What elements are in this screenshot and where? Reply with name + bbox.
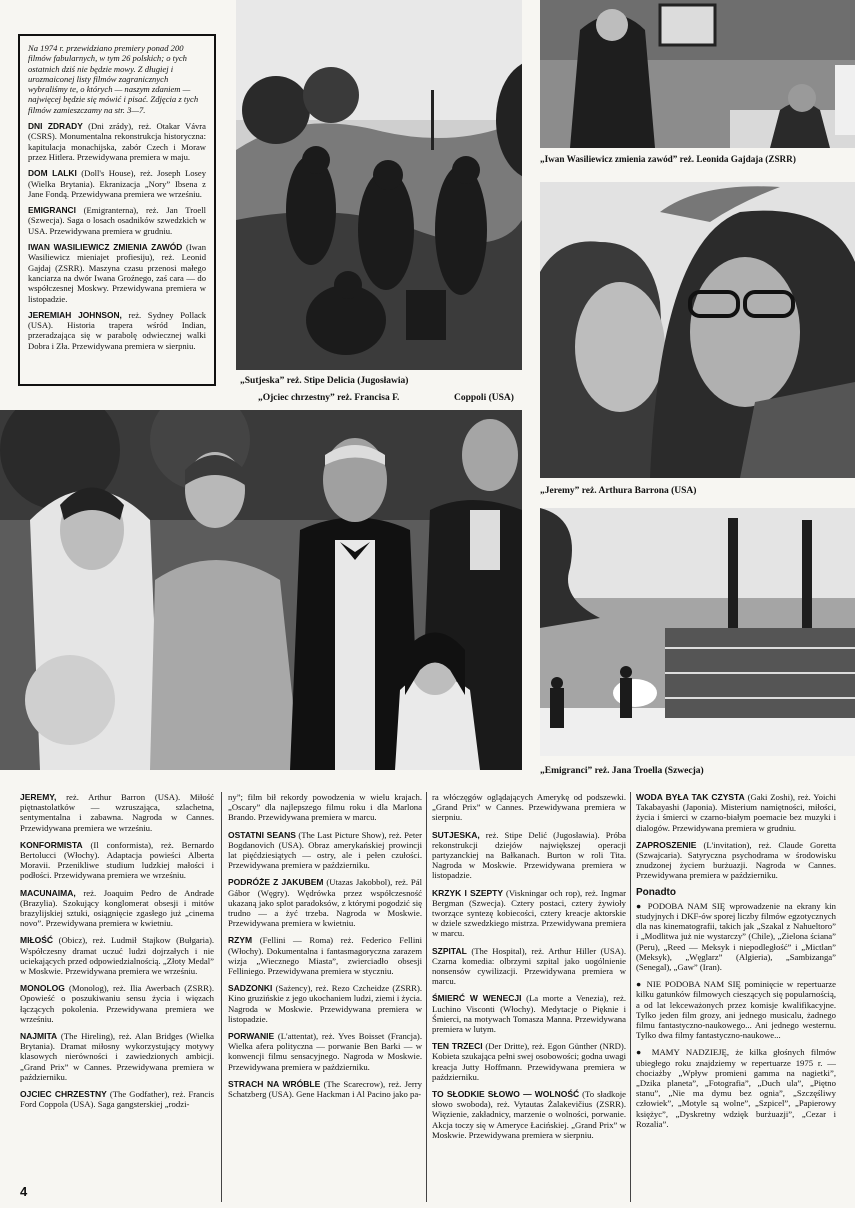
film-text: (Fellini — Roma) reż. Federico Fellini (Włochy). Dokumentalna i fantasmagoryczna zarazem wizja „Wiecznego Miasta”, zwierciadło obsesji Felliniego. Przewidywana premiera w styczniu. [228, 935, 422, 977]
film-entry [20, 840, 214, 881]
film-text: (To sładkoje słowo swoboda), reż. Vytautas Żalakevičius (ZSRR). Więzienie, zakładnicy, marzenie o wolności, porwanie. Akcja toczy się w Ameryce Łacińskiej. „Grand Prix” w Moskwie. Przewidywana premiera w sierpniu. [432, 1089, 626, 1140]
film-entry [20, 983, 214, 1024]
film-text: reż. Arthur Barron (USA). Miłość piętnastolatków — wzruszająca, szlachetna, sentymentalna i zabawna. Nagroda w Cannes. Przewidywana premiera we wrześniu. [20, 792, 214, 833]
column-rule [630, 792, 631, 1202]
film-entry [228, 1031, 422, 1072]
text-column-4 [636, 792, 836, 1202]
film-text: (Dni zrády), reż. Otakar Vávra (CSRS). Monumentalna rekonstrukcja historyczna: kapitulacja monachijska, zabór Czech i Moraw przez Hitlera. Przewidywana premiera w maju. [28, 121, 206, 162]
film-entry [28, 121, 206, 162]
photo-ojciec-chrzestny [0, 410, 522, 770]
text-column-3 [432, 792, 626, 1202]
film-text: (Viskningar och rop), reż. Ingmar Bergman (Szwecja). Cztery postaci, cztery żywioły tworzące syntezę kobiecości, cztery kreacje aktorskie w dziele szwedzkiego mistrza. Przewidywana premiera w marcu. [432, 887, 626, 939]
film-title: DNI ZDRADY [28, 121, 83, 132]
ponadto-item [636, 979, 836, 1040]
film-text: (Der Dritte), reż. Egon Günther (NRD). Kobieta szukająca pełni swej osobowości; godna uwagi kreacja Jutty Hoffmann. Przewidywana premiera w październiku. [432, 1041, 626, 1082]
film-entry [432, 888, 626, 939]
film-text: (Il conformista), reż. Bernardo Bertolucci (Włochy). Adaptacja powieści Alberta Moravii. Przenikliwe studium ludzkiej małości i podłości. Przewidywana premiera we wrześniu. [20, 839, 214, 881]
caption-emigranci: „Emigranci” reż. Jana Troella (Szwecja) [540, 766, 704, 776]
film-entry [20, 1089, 214, 1109]
photo-emigranci [540, 508, 855, 756]
film-entry [228, 792, 422, 823]
film-title: JEREMY, [20, 792, 57, 802]
film-entry [28, 168, 206, 199]
film-title: SZPITAL [432, 945, 467, 956]
film-title: ZAPROSZENIE [636, 839, 697, 850]
page-number: 4 [20, 1184, 28, 1199]
ponadto-text: MAMY NADZIEJĘ, że kilka głośnych filmów ubiegłego roku znajdziemy w repertuarze 1975 r. — chociażby „Wpływ promieni gamma na nagietki”, „Dzika planeta”, „Fotografia”, „Duch ula”, „Piętno stanu”, „Nie ma dymu bez ognia”, „Szczęśliwy człowiek”, „Motyle są wolne”, „Szpicel”, „Papierowy księżyc”, „Dyskretny wdzięk burżuazji”, „Cezar i Rozalia”. [636, 1047, 836, 1129]
film-title: ŚMIERĆ W WENECJI [432, 993, 522, 1004]
film-entry [28, 205, 206, 236]
caption-ojciec-tail: Coppoli (USA) [454, 393, 514, 403]
photo-sutjeska [236, 0, 522, 370]
film-title: OSTATNI SEANS [228, 829, 296, 840]
ponadto-item [636, 901, 836, 972]
film-title: PORWANIE [228, 1031, 275, 1042]
caption-sutjeska: „Sutjeska” reż. Stipe Delicia (Jugosławia) [240, 376, 409, 386]
film-title: DOM LALKI [28, 168, 77, 179]
film-entry [28, 242, 206, 304]
film-entry [432, 993, 626, 1034]
film-title: KONFORMISTA [20, 839, 83, 850]
film-text: (Gaki Zoshi), reż. Yoichi Takabayashi (Japonia). Misterium namiętności, miłości, życia i śmierci w czarno-białym poemacie bez muzyki i dialogów. Przewidywana premiera w grudniu. [636, 792, 836, 833]
film-title: MONOLOG [20, 983, 65, 994]
photo-iwan [540, 0, 855, 148]
column-rule [221, 792, 222, 1202]
film-text: (L'invitation), reż. Claude Goretta (Szwajcaria). Satyryczna psychodrama w środowisku znudzonej życiem burżuazji. Nagroda w Cannes. Przewidywana premiera w październiku. [636, 839, 836, 881]
film-entry [28, 310, 206, 351]
text-column-1 [20, 792, 214, 1202]
bullet-icon: ● [636, 900, 648, 911]
film-text: (Iwan Wasiliewicz mieniajet profiesiju), reż. Leonid Gajdaj (ZSRR). Maszyna czasu przenosi małego kanciarza na dwór Iwana Groźnego, zaś cara — do współczesnej Moskwy. Przewidywana premiera w listopadzie. [28, 242, 206, 304]
film-title: RZYM [228, 935, 253, 946]
caption-jeremy: „Jeremy” reż. Arthura Barrona (USA) [540, 486, 697, 496]
film-entry [636, 840, 836, 881]
film-text: (The Hireling), reż. Alan Bridges (Wielka Brytania). Dramat miłosny wykorzystujący motywy klasowych nierówności i zawiedzionych ambicji. „Grand Prix” w Cannes. Przewidywana premiera w październiku. [20, 1031, 214, 1082]
film-text: (Monolog), reż. Ilia Awerbach (ZSRR). Opowieść o poszukiwaniu sensu życia i więzach łączących pokolenia. Przewidywana premiera we wrześniu. [20, 983, 214, 1024]
ponadto-text: PODOBA NAM SIĘ wprowadzenie na ekrany kin studyjnych i DKF-ów sporej liczby filmów egzotycznych dla nas kinematografii, takich jak „Szakal z Nahueltoro” i „Modlitwa już nie wystarczy” (Chile), „Zielona ściana” (Peru), „Reed — Meksyk i niepodległość” i „Mictlan” (Meksyk), „Węglarz” (Algieria), „Sambizanga” (Senegal), „Gaw” (Iran). [636, 900, 836, 973]
film-entry [228, 877, 422, 928]
bullet-icon: ● [636, 979, 647, 990]
film-text: ny”; film bił rekordy powodzenia w wielu krajach. „Oscary” dla najlepszego filmu roku i dla Marlona Brando. Przewidywana premiera w marcu. [228, 792, 422, 823]
film-text: (Utazas Jakobbol), reż. Pál Gábor (Węgry). Wędrówka przez współczesność ukazaną jako splot paradoksów, z którymi pogodzić się trudno — a żyć trzeba. Nagroda w Moskwie. Przewidywana premiera w kwietniu. [228, 877, 422, 929]
film-title: STRACH NA WRÓBLE [228, 1078, 321, 1089]
film-text: (The Scarecrow), reż. Jerry Schatzberg (USA). Gene Hackman i Al Pacino jako pa- [228, 1078, 422, 1100]
film-title: NAJMITA [20, 1031, 58, 1042]
film-title: SUTJESKA, [432, 829, 480, 840]
film-title: TEN TRZECI [432, 1041, 483, 1052]
intro-note: Na 1974 r. przewidziano premiery ponad 200 filmów fabularnych, w tym 26 polskich; o tych ostatnich dziś nie będzie mowy. Z długiej i urozmaiconej listy filmów zagranicznych wybraliśmy te, o których — naszym zdaniem — najwięcej będzie się mówić i pisać. Zdjęcia z tych filmów zamieszczamy na str. 3—7. [28, 43, 199, 115]
text-column-2 [228, 792, 422, 1202]
film-text: (The Godfather), reż. Francis Ford Coppola (USA). Saga gangsterskiej „rodzi- [20, 1089, 214, 1110]
film-entry [228, 830, 422, 871]
film-text: ra włóczęgów oglądających Amerykę od podszewki. „Grand Prix” w Cannes. Przewidywana premiera w sierpniu. [432, 792, 626, 823]
film-entry [20, 935, 214, 976]
film-text: (Doll's House), reż. Joseph Losey (Wielka Brytania). Ekranizacja „Nory” Ibsena z Jane Fondą. Przewidywana premiera we wrześniu. [28, 168, 206, 199]
intro-box [18, 34, 216, 386]
film-title: TO SŁODKIE SŁOWO — WOLNOŚĆ [432, 1089, 580, 1100]
photo-jeremy [540, 182, 855, 478]
bullet-icon: ● [636, 1047, 652, 1058]
film-entry [636, 792, 836, 833]
film-entry [432, 1089, 626, 1140]
film-entry [20, 1031, 214, 1082]
film-entry [432, 792, 626, 823]
film-entry [20, 888, 214, 929]
film-text: (Sażency), reż. Rezo Czcheidze (ZSRR). Kino gruzińskie z jego ukochaniem ludzi, ziemi i życia. Nagroda w Moskwie. Przewidywana premiera w listopadzie. [228, 983, 422, 1024]
film-title: OJCIEC CHRZESTNY [20, 1089, 107, 1100]
film-entry [432, 1041, 626, 1082]
film-entry [228, 983, 422, 1024]
film-title: MACUNAIMA, [20, 887, 76, 898]
film-title: JEREMIAH JOHNSON, [28, 309, 122, 320]
film-text: (Emigranterna), reż. Jan Troell (Szwecja). Saga o losach osadników szwedzkich w USA. Przewidywana premiera w grudniu. [28, 205, 206, 236]
film-text: (La morte a Venezia), reż. Luchino Visconti (Włochy). Medytacje o Pięknie i Śmierci, na motywach Tomasza Manna. Przewidywana premiera w lutym. [432, 993, 626, 1035]
film-text: (The Last Picture Show), reż. Peter Bogdanovich (USA). Obraz amerykańskiej prowincji lat pięćdziesiątych — ostry, ale i pełen czułości. Przewidywana premiera w październiku. [228, 829, 422, 871]
film-entry [432, 946, 626, 987]
ponadto-heading: Ponadto [636, 886, 676, 898]
film-text: reż. Sydney Pollack (USA). Historia trapera wśród Indian, przeradzająca się w parabolę odwiecznej walki Dobra i Zła. Przewidywana premiera w sierpniu. [28, 309, 207, 351]
film-title: IWAN WASILIEWICZ ZMIENIA ZAWÓD [28, 242, 183, 253]
caption-iwan: „Iwan Wasiliewicz zmienia zawód” reż. Leonida Gajdaja (ZSRR) [540, 154, 796, 164]
film-entry [20, 792, 214, 833]
caption-ojciec: „Ojciec chrzestny” reż. Francisa F. [258, 393, 400, 403]
film-title: PODRÓŻE Z JAKUBEM [228, 877, 324, 888]
film-text: (The Hospital), reż. Arthur Hiller (USA). Czarna komedia: olbrzymi szpital jako uogólnienie nonsensów cywilizacji. Przewidywana premiera w marcu. [432, 945, 626, 987]
film-title: SADZONKI [228, 983, 273, 994]
film-entry [228, 935, 422, 976]
film-text: (L'attentat), reż. Yves Boisset (Francja). Wielka afera polityczna — porwanie Ben Barki — w konwencji filmu sensacyjnego. Nagroda w Moskwie. Przewidywana premiera w październiku. [228, 1031, 422, 1072]
film-text: (Obicz), reż. Ludmił Stajkow (Bułgaria). Współczesny dramat uczuć ludzi dojrzałych i nie uciekających przed odpowiedzialnością. „Złoty Medal” w Moskwie. Przewidywana premiera we wrześniu. [20, 935, 214, 977]
film-text: reż. Stipe Delić (Jugosławia). Próba rekonstrukcji dziejów największej operacji partyzanckiej na Bałkanach. Burton w roli Tita. Nagroda w Moskwie. Przewidywana premiera w listopadzie. [432, 829, 626, 881]
film-entry [228, 1079, 422, 1099]
film-text: reż. Joaquim Pedro de Andrade (Brazylia). Szokujący konglomerat obsesji i mitów brazylijskiej sztuki, osiągnięcie zgasłego już „cinema novo”. Przewidywana premiera w kwietniu. [20, 887, 214, 929]
column-rule [426, 792, 427, 1202]
ponadto-item [636, 1047, 836, 1129]
film-title: MIŁOŚĆ [20, 935, 54, 946]
film-entry [432, 830, 626, 881]
ponadto-text: NIE PODOBA NAM SIĘ pominięcie w repertuarze kilku gatunków filmowych cieszących się popularnością, a od lat lekceważonych przez komisje kwalifikacyjne. Tylko jeden film grozy, ani jednego musicalu, żadnego filmu fantastyczno-naukowego... Ani jednego westernu. Tylko dwa filmy fantastyczno-naukowe... [636, 979, 836, 1041]
film-title: WODA BYŁA TAK CZYSTA [636, 792, 745, 802]
film-title: KRZYK I SZEPTY [432, 887, 504, 898]
film-title: EMIGRANCI [28, 205, 76, 216]
